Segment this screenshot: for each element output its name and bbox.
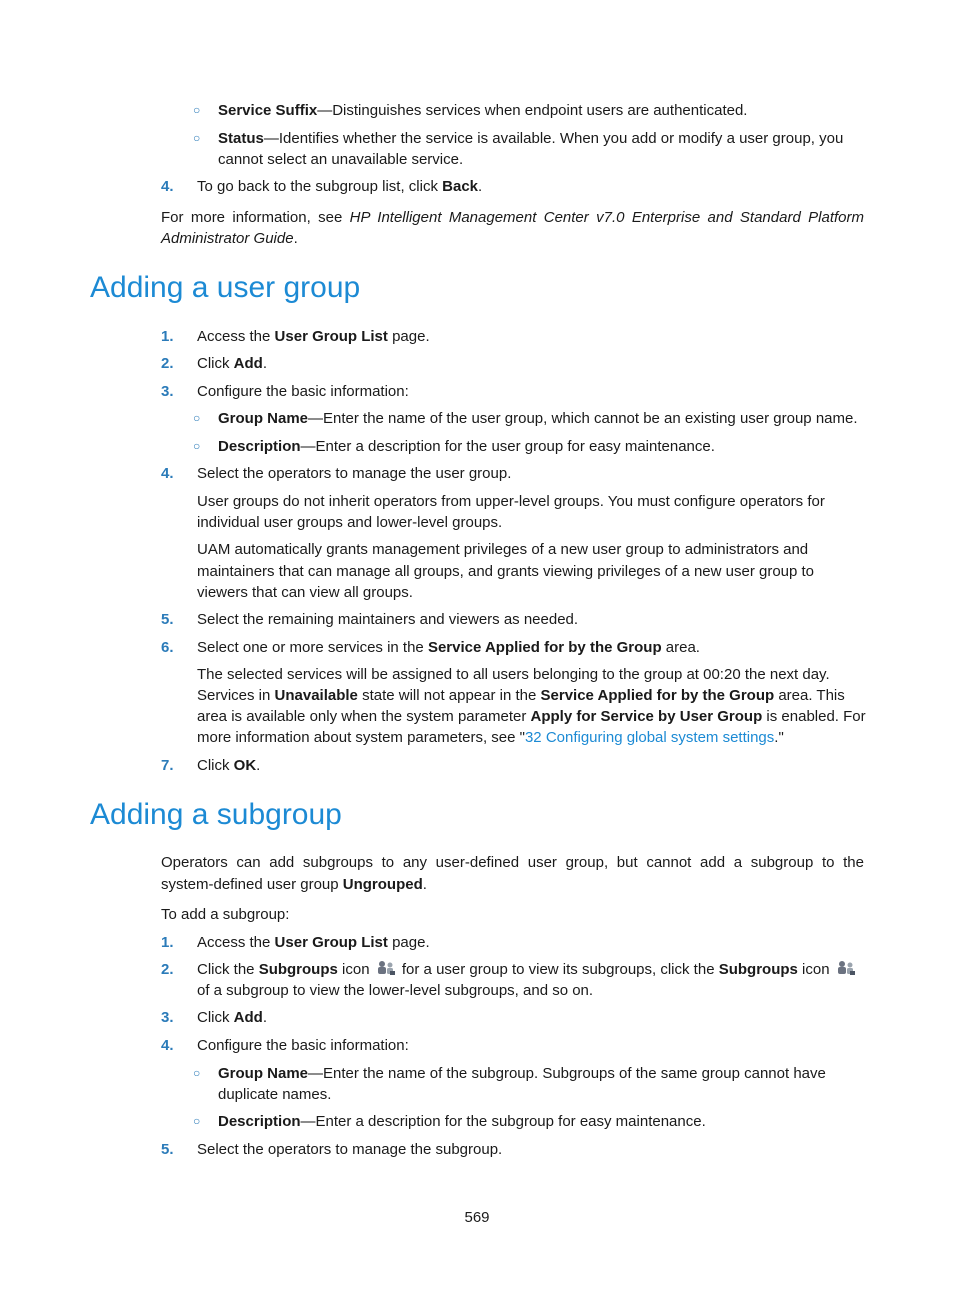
bullet-icon: ○ — [193, 1114, 201, 1128]
step-number: 3. — [161, 383, 174, 400]
step-text: Configure the basic information: — [197, 1037, 409, 1054]
section-heading-adding-subgroup: Adding a subgroup — [90, 798, 342, 831]
step-number: 2. — [161, 355, 174, 372]
more-info-paragraph-continued: Administrator Guide. — [161, 230, 298, 247]
step-text: Click the Subgroups icon for a user group to view its subgroups, click the Subgroups icon — [197, 959, 858, 980]
step-text: To go back to the subgroup list, click Back. — [197, 178, 483, 195]
paragraph-line: maintainers that can manage all groups, and grants viewing privileges of a new user group to — [197, 563, 815, 580]
step-number: 4. — [161, 1037, 174, 1054]
step-number: 3. — [161, 1009, 174, 1026]
step-number: 1. — [161, 328, 174, 345]
bullet-icon: ○ — [193, 131, 201, 145]
step-text: Click OK. — [197, 757, 261, 774]
status-item: Status—Identifies whether the service is available. When you add or modify a user group, you — [218, 130, 844, 147]
step-text-continued: of a subgroup to view the lower-level subgroups, and so on. — [197, 982, 594, 999]
step-text: Select one or more services in the Service Applied for by the Group area. — [197, 639, 700, 656]
intro-paragraph: Operators can add subgroups to any user-defined user group, but cannot add a subgroup to the — [161, 854, 864, 871]
step-number: 7. — [161, 757, 174, 774]
group-name-item-continued: duplicate names. — [218, 1086, 332, 1103]
step-number: 6. — [161, 639, 174, 656]
bullet-icon: ○ — [193, 439, 201, 453]
status-item-continued: cannot select an unavailable service. — [218, 151, 464, 168]
section-heading-adding-user-group: Adding a user group — [90, 271, 361, 304]
description-item: Description—Enter a description for the user group for easy maintenance. — [218, 438, 715, 455]
step-number: 1. — [161, 934, 174, 951]
paragraph-line: Services in Unavailable state will not appear in the Service Applied for by the Group area. This — [197, 687, 845, 704]
step-text: Click Add. — [197, 1009, 268, 1026]
bullet-icon: ○ — [193, 411, 201, 425]
step-text: Configure the basic information: — [197, 383, 409, 400]
paragraph-line: viewers that can view all groups. — [197, 584, 413, 601]
step-number: 4. — [161, 465, 174, 482]
group-name-item: Group Name—Enter the name of the subgroup. Subgroups of the same group cannot have — [218, 1065, 826, 1082]
bullet-icon: ○ — [193, 103, 201, 117]
group-name-item: Group Name—Enter the name of the user group, which cannot be an existing user group name. — [218, 410, 858, 427]
global-settings-link[interactable]: 32 Configuring global system settings — [524, 729, 775, 746]
step-text: Select the operators to manage the subgroup. — [197, 1141, 503, 1158]
step-text: Access the User Group List page. — [197, 328, 430, 345]
paragraph-line: more information about system parameters, see "32 Configuring global system settings." — [197, 729, 784, 746]
intro-paragraph-continued: system-defined user group Ungrouped. — [161, 876, 427, 893]
step-text: Select the remaining maintainers and viewers as needed. — [197, 611, 579, 628]
page-number: 569 — [464, 1209, 490, 1226]
paragraph-line: area is available only when the system parameter Apply for Service by User Group is enabled. For — [197, 708, 866, 725]
step-text: Select the operators to manage the user group. — [197, 465, 512, 482]
service-suffix-item: Service Suffix—Distinguishes services when endpoint users are authenticated. — [218, 102, 748, 119]
paragraph-line: The selected services will be assigned to all users belonging to the group at 00:20 the next day. — [197, 666, 830, 683]
step-number: 5. — [161, 1141, 174, 1158]
paragraph-line: individual user groups and lower-level groups. — [197, 514, 503, 531]
to-add-text: To add a subgroup: — [161, 906, 290, 923]
bullet-icon: ○ — [193, 1066, 201, 1080]
paragraph-line: UAM automatically grants management privileges of a new user group to administrators and — [197, 541, 809, 558]
step-text: Click Add. — [197, 355, 268, 372]
paragraph-line: User groups do not inherit operators from upper-level groups. You must configure operators for — [197, 493, 825, 510]
step-number: 4. — [161, 178, 174, 195]
more-info-paragraph: For more information, see HP Intelligent Management Center v7.0 Enterprise and Standard Platform — [161, 209, 864, 226]
subgroups-icon — [376, 960, 396, 976]
step-number: 2. — [161, 961, 174, 978]
step-text: Access the User Group List page. — [197, 934, 430, 951]
description-item: Description—Enter a description for the subgroup for easy maintenance. — [218, 1113, 706, 1130]
subgroups-icon — [836, 960, 856, 976]
step-number: 5. — [161, 611, 174, 628]
